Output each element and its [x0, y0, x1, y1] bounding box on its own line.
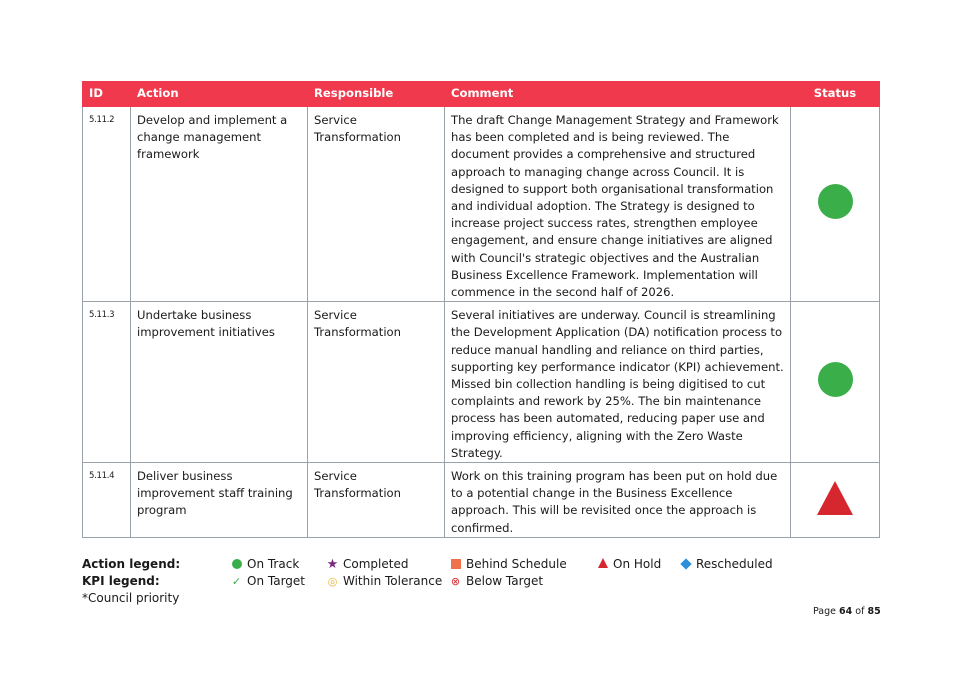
legend-completed: ★ Completed: [326, 557, 409, 572]
kpi-legend-title: KPI legend:: [82, 574, 160, 588]
row-action: Develop and implement a change management framework: [131, 107, 308, 302]
table-row: [83, 302, 880, 463]
row-action: Deliver business improvement staff training program: [131, 463, 308, 538]
row-comment: Work on this training program has been put on hold due to a potential change in the Business Excellence approach. This will be revisited once the approach is confirmed.: [445, 463, 791, 538]
legend-below-target: ⊗ Below Target: [450, 574, 544, 588]
row-id: 5.11.4: [83, 463, 131, 538]
row-comment: Several initiatives are underway. Council is streamlining the Development Application (DA) notification process to reduce manual handling and reliance on third parties, supporting key performance indicator (KPI) achievement. Missed bin collection handling is being digitised to cut complaints and rework by 25%. The bin maintenance process has been automated, reducing paper use and improving efficiency, aligning with the Zero Waste Strategy.: [445, 302, 791, 463]
legend-rescheduled: Rescheduled: [679, 556, 773, 573]
tolerance-circle-icon: ◎: [327, 575, 338, 588]
council-priority-footnote: *Council priority: [82, 591, 180, 605]
row-responsible: Service Transformation: [308, 302, 445, 463]
action-table: [82, 81, 880, 538]
legend-on-track: On Track: [230, 556, 299, 573]
row-status: [791, 463, 880, 538]
header-comment: Comment: [445, 82, 791, 107]
header-action: Action: [131, 82, 308, 107]
diamond-icon: [680, 558, 691, 569]
header-id: ID: [83, 82, 131, 107]
table-row: [83, 463, 880, 538]
row-responsible: Service Transformation: [308, 463, 445, 538]
row-action: Undertake business improvement initiatives: [131, 302, 308, 463]
triangle-icon: [598, 558, 608, 568]
green-circle-icon: [232, 559, 242, 569]
legend-on-hold: On Hold: [596, 556, 661, 573]
table-row: [83, 107, 880, 302]
legend-behind-schedule: Behind Schedule: [449, 556, 567, 573]
header-status: Status: [791, 82, 880, 107]
action-legend-title: Action legend:: [82, 557, 181, 571]
row-comment: The draft Change Management Strategy and Framework has been completed and is being reviewed. The document provides a comprehensive and structured approach to managing change across Council. It is designed to support both organisational transformation and individual adoption. The Strategy is designed to increase project success rates, strengthen employee engagement, and ensure change initiatives are aligned with Council's strategic objectives and the Australian Business Excellence Framework. Implementation will commence in the second half of 2026.: [445, 107, 791, 302]
row-status: [791, 302, 880, 463]
row-responsible: Service Transformation: [308, 107, 445, 302]
on-track-status-icon: [818, 362, 853, 397]
header-responsible: Responsible: [308, 82, 445, 107]
star-icon: ★: [326, 557, 339, 572]
x-circle-icon: ⊗: [450, 575, 461, 588]
square-icon: [451, 559, 461, 569]
legend-on-target: ✓ On Target: [231, 574, 305, 588]
table-header-row: [83, 82, 880, 107]
legend-within-tolerance: ◎ Within Tolerance: [327, 574, 443, 588]
row-status: [791, 107, 880, 302]
row-id: 5.11.3: [83, 302, 131, 463]
on-hold-status-icon: [817, 481, 853, 515]
page-number: Page 64 of 85: [813, 606, 881, 617]
row-id: 5.11.2: [83, 107, 131, 302]
on-track-status-icon: [818, 184, 853, 219]
check-circle-icon: ✓: [231, 575, 242, 588]
